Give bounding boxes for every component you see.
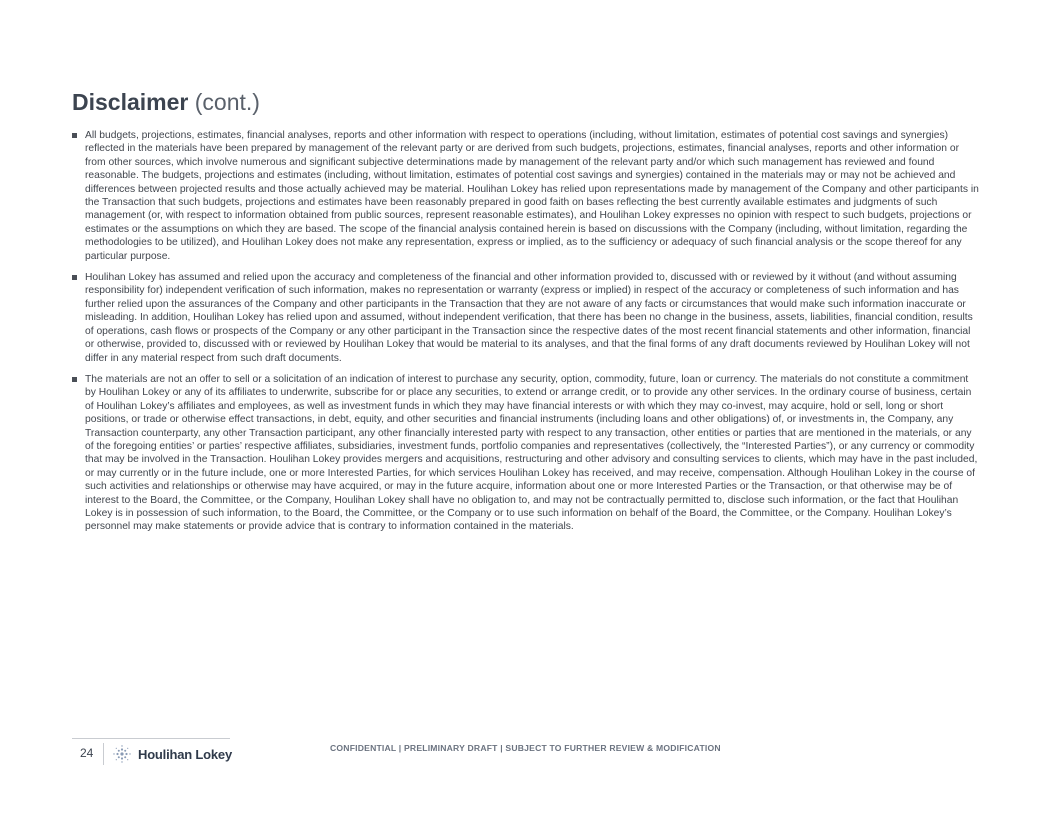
page-title-main: Disclaimer	[72, 89, 189, 115]
disclaimer-text: The materials are not an offer to sell or a solicitation of an indication of interest to purchase any security, option, commodity, future, loan or currency. The materials do not constitute a commitment by Houlihan Lokey or any of its affiliates to underwrite, subscribe for or place any securities, to extend or arrange credit, or to provide any other services. In the ordinary course of business, certain of Houlihan Lokey’s affiliates and employees, as well as investment funds in which they may have financial interests or with which they may co-invest, may acquire, hold or sell, long or short positions, or trade or otherwise effect transactions, in debt, equity, and other securities and financial instruments (including loans and other obligations) of, or investments in, the Company, any Transaction counterparty, any other Transaction participant, any other financially interested party with respect to any transaction, other entities or parties that are mentioned in the materials, or any of the foregoing entities’ or parties’ respective affiliates, subsidiaries, investment funds, portfolio companies and representatives (collectively, the “Interested Parties”), or any currency or commodity that may be involved in the Transaction. Houlihan Lokey provides mergers and acquisitions, restructuring and other advisory and consulting services to clients, which may have in the past included, or may currently or in the future include, one or more Interested Parties, for which services Houlihan Lokey has received, and may receive, compensation. Although Houlihan Lokey in the course of such activities and relationships or otherwise may have acquired, or may in the future acquire, information about one or more Interested Parties or the Transaction, or that otherwise may be of interest to the Board, the Committee, or the Company, Houlihan Lokey shall have no obligation to, and may not be contractually permitted to, disclose such information, or the fact that Houlihan Lokey is in possession of such information, to the Board, the Committee, or the Company or to use such information on behalf of the Board, the Committee, or the Company. Houlihan Lokey’s personnel may make statements or provide advice that is contrary to information contained in the materials.	[85, 373, 978, 533]
disclaimer-item	[72, 129, 982, 263]
page-title-suffix: (cont.)	[194, 89, 260, 115]
disclaimer-text: Houlihan Lokey has assumed and relied upon the accuracy and completeness of the financial and other information provided to, discussed with or reviewed by it without (and without assuming responsibility for) independent verification of such information, makes no representation or warranty (express or implied) in respect of the accuracy or completeness of such information and has further relied upon the assurances of the Company and other participants in the Transaction that they are not aware of any facts or circumstances that would make such information inaccurate or misleading. In addition, Houlihan Lokey has relied upon and assumed, without independent verification, that there has been no change in the business, assets, liabilities, financial condition, results of operations, cash flows or prospects of the Company or any other participant in the Transaction since the respective dates of the most recent financial statements and other information, financial or otherwise, provided to, discussed with or reviewed by Houlihan Lokey that would be material to its analyses, and that the final forms of any draft documents reviewed by Houlihan Lokey will not differ in any material respect from such draft documents.	[85, 272, 973, 364]
footer-divider	[103, 743, 104, 765]
page-number: 24	[80, 746, 94, 760]
disclaimer-item	[72, 271, 982, 365]
square-bullet-icon	[72, 377, 77, 382]
square-bullet-icon	[72, 275, 77, 280]
disclaimer-text: All budgets, projections, estimates, financial analyses, reports and other information with respect to operations (including, without limitation, estimates of potential cost savings and synergies) reflected in the materials have been prepared by management of the relevant party or are derived from such budgets, projections, estimates, financial analyses, reports and other information or from other sources, which involve numerous and significant subjective determinations made by management of the relevant party and/or which such management has reviewed and found reasonable. The budgets, projections and estimates (including, without limitation, estimates of potential cost savings and synergies) contained in the materials may or may not be achieved and differences between projected results and those actually achieved may be material. Houlihan Lokey has relied upon representations made by management of the Company and other participants in the Transaction that such budgets, projections and estimates have been reasonably prepared in good faith on bases reflecting the best currently available estimates and judgments of such management (or, with respect to information obtained from public sources, represent reasonable estimates), and Houlihan Lokey expresses no opinion with respect to such budgets, projections or estimates or the assumptions on which they are based. The scope of the financial analysis contained herein is based on discussions with the Company (including, without limitation, regarding the methodologies to be utilized), and Houlihan Lokey does not make any representation, express or implied, as to the sufficiency or adequacy of such financial analysis or the scope thereof for any particular purpose.	[85, 130, 979, 262]
logo-wordmark: Houlihan Lokey	[138, 746, 232, 762]
company-logo	[112, 743, 232, 765]
confidential-notice: CONFIDENTIAL | PRELIMINARY DRAFT | SUBJECT TO FURTHER REVIEW & MODIFICATION	[330, 743, 721, 753]
footer-rule	[72, 738, 230, 739]
page-title	[72, 88, 260, 116]
square-bullet-icon	[72, 133, 77, 138]
disclaimer-list	[72, 129, 982, 542]
disclaimer-item	[72, 373, 982, 534]
globe-logo-icon	[112, 744, 132, 764]
